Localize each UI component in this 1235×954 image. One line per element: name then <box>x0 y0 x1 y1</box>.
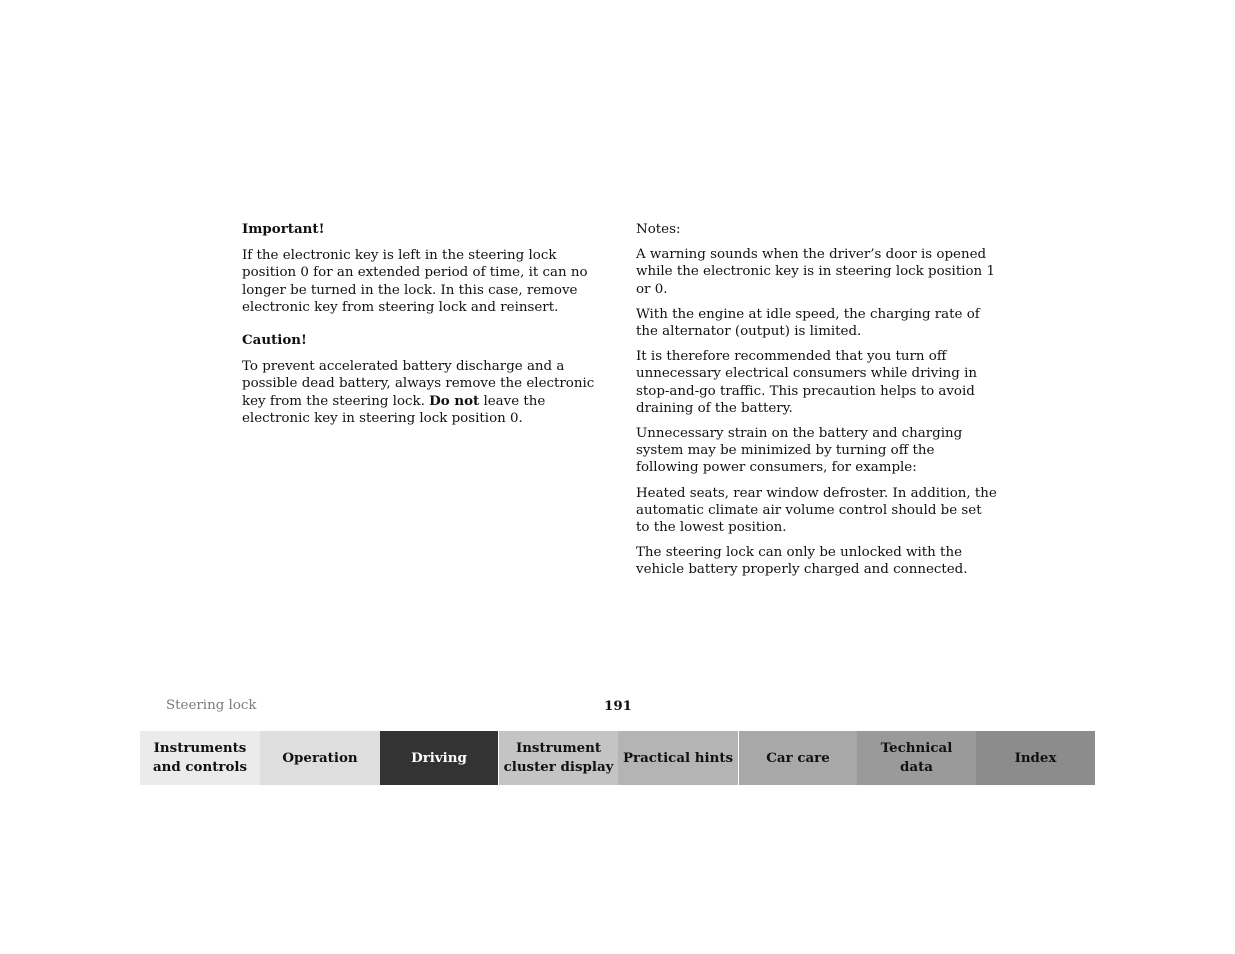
tab-operation[interactable]: Operation <box>260 731 380 785</box>
tab-driving[interactable]: Driving <box>380 731 498 785</box>
note-paragraph: A warning sounds when the driver’s door is opened while the electronic key is in steering lock position 1 or 0. <box>636 247 995 297</box>
left-column <box>242 221 604 435</box>
tab-instrument-cluster-display[interactable]: Instrument cluster display <box>498 731 618 785</box>
note-paragraph: The steering lock can only be unlocked with the vehicle battery properly charged and connected. <box>636 545 968 578</box>
caution-text <box>242 358 604 427</box>
important-heading: Important! <box>242 221 325 237</box>
tab-practical-hints[interactable]: Practical hints <box>618 731 738 785</box>
caution-heading: Caution! <box>242 332 307 349</box>
chapter-navigation <box>140 731 1095 785</box>
right-column <box>636 221 998 587</box>
tab-instruments-and-controls[interactable]: Instruments and controls <box>140 731 260 785</box>
tab-technical-data[interactable]: Technical data <box>857 731 976 785</box>
caution-text-before: To prevent accelerated battery discharge and a possible dead battery, always remove the electronic key from the steering lock. <box>242 359 595 409</box>
note-paragraph: Heated seats, rear window defroster. In addition, the automatic climate air volume control should be set to the lowest position. <box>636 485 997 536</box>
note-paragraph: With the engine at idle speed, the charging rate of the alternator (output) is limited. <box>636 306 980 340</box>
tab-index[interactable]: Index <box>976 731 1095 785</box>
caution-text-after: leave the electronic key in steering lock position 0. <box>242 393 546 426</box>
note-paragraph: It is therefore recommended that you turn off unnecessary electrical consumers while driving in stop-and-go traffic. This precaution helps to avoid draining of the battery. <box>636 349 978 416</box>
important-text: If the electronic key is left in the steering lock position 0 for an extended period of time, it can no longer be turned in the lock. In this case, remove electronic key from steering lock and reinsert. <box>242 248 588 315</box>
caution-text-bold: Do not <box>429 392 480 409</box>
tab-car-care[interactable]: Car care <box>738 731 857 785</box>
section-title: Steering lock <box>166 698 257 713</box>
page-number: 191 <box>604 698 632 714</box>
note-paragraph: Unnecessary strain on the battery and charging system may be minimized by turning off the following power consumers, for example: <box>636 426 963 476</box>
notes-label: Notes: <box>636 222 681 237</box>
